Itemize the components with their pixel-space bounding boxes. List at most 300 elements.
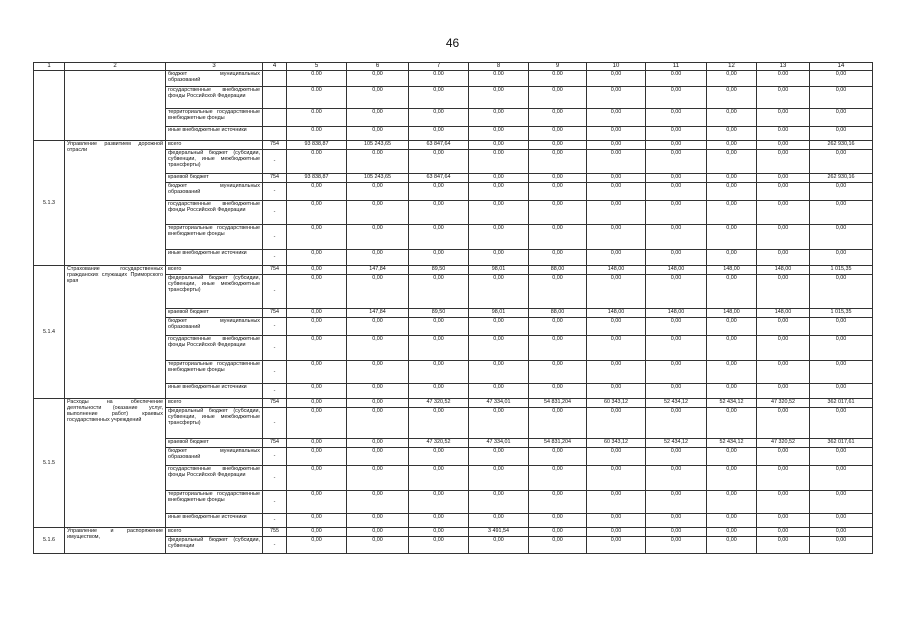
amount-cell: 0,00 (287, 399, 347, 408)
amount-cell: 0,00 (707, 225, 757, 250)
amount-cell: 0,00 (347, 361, 409, 384)
page-number: 46 (445, 36, 460, 50)
amount-cell: 98,01 (469, 309, 529, 318)
amount-cell: 0,00 (646, 201, 707, 225)
amount-cell: 47 320,52 (409, 439, 469, 448)
amount-cell: 148,00 (757, 309, 810, 318)
amount-cell: 0.00 (469, 150, 529, 174)
amount-cell: 0,00 (529, 87, 587, 109)
amount-cell: 0,00 (757, 408, 810, 439)
amount-cell: 0,00 (469, 174, 529, 183)
amount-cell: 98,01 (469, 266, 529, 275)
amount-cell: 0,00 (646, 384, 707, 399)
amount-cell: 0,00 (707, 491, 757, 514)
amount-cell: 0,00 (646, 275, 707, 309)
item-number (34, 71, 65, 141)
amount-cell: 0.00 (347, 150, 409, 174)
amount-cell: 0,00 (469, 141, 529, 150)
amount-cell: 88,00 (529, 309, 587, 318)
amount-cell: 0,00 (287, 439, 347, 448)
header-cell: 12 (707, 63, 757, 71)
amount-cell: 0,00 (707, 384, 757, 399)
funding-source: краевой бюджет (166, 174, 263, 183)
amount-cell: 0,00 (469, 448, 529, 466)
amount-cell: 60 343,12 (587, 439, 646, 448)
amount-cell: 0,00 (529, 408, 587, 439)
amount-cell: 0,00 (707, 336, 757, 361)
amount-cell: 0,00 (757, 275, 810, 309)
amount-cell: 0,00 (587, 514, 646, 528)
amount-cell: 0,00 (757, 225, 810, 250)
amount-cell: 0,00 (707, 71, 757, 87)
amount-cell: 0,00 (587, 361, 646, 384)
amount-cell: 0,00 (587, 87, 646, 109)
amount-cell: 0,00 (347, 201, 409, 225)
amount-cell: 0,00 (409, 384, 469, 399)
amount-cell: 0,00 (469, 514, 529, 528)
amount-cell: 0,00 (810, 150, 873, 174)
amount-cell: 0,00 (587, 466, 646, 491)
amount-cell: 88,00 (529, 266, 587, 275)
amount-cell: 0,00 (810, 514, 873, 528)
amount-cell: 0,00 (707, 514, 757, 528)
amount-cell: 0.00 (587, 150, 646, 174)
amount-cell: 0,00 (646, 408, 707, 439)
amount-cell: 47 320,52 (757, 399, 810, 408)
item-name: Управление развитием дорожной отрасли (65, 141, 166, 266)
grbs-code: - (263, 384, 287, 399)
amount-cell: 0,00 (347, 439, 409, 448)
amount-cell: 0,00 (757, 466, 810, 491)
amount-cell: 0,00 (347, 318, 409, 336)
table-row (34, 71, 873, 87)
amount-cell: 0,00 (646, 127, 707, 141)
amount-cell: 89,50 (409, 309, 469, 318)
amount-cell: 0,00 (287, 266, 347, 275)
amount-cell: 0,00 (646, 514, 707, 528)
amount-cell: 0,00 (347, 250, 409, 266)
amount-cell: 0,00 (757, 384, 810, 399)
amount-cell: 52 434,12 (707, 439, 757, 448)
amount-cell: 0,00 (347, 514, 409, 528)
amount-cell: 0,00 (646, 491, 707, 514)
amount-cell: 0,00 (347, 225, 409, 250)
amount-cell: 0,00 (810, 275, 873, 309)
funding-source: всего (166, 399, 263, 408)
amount-cell: 0,00 (469, 109, 529, 127)
amount-cell: 0,00 (347, 399, 409, 408)
amount-cell: 0,00 (287, 537, 347, 554)
funding-source: бюджет муниципальных образований (166, 318, 263, 336)
amount-cell: 1 015,35 (810, 266, 873, 275)
grbs-code: 755 (263, 528, 287, 537)
funding-source: бюджет муниципальных образований (166, 448, 263, 466)
funding-source: иные внебюджетные источники (166, 127, 263, 141)
amount-cell: 0,00 (529, 127, 587, 141)
amount-cell: 0.00 (287, 87, 347, 109)
amount-cell: 0,00 (409, 448, 469, 466)
amount-cell: 0,00 (810, 250, 873, 266)
amount-cell: 0,00 (587, 201, 646, 225)
funding-source: территориальные государственные внебюджетные фонды (166, 491, 263, 514)
amount-cell: 0,00 (469, 336, 529, 361)
amount-cell: 0,00 (529, 183, 587, 201)
amount-cell: 0,00 (707, 537, 757, 554)
amount-cell: 0,00 (469, 225, 529, 250)
funding-source: территориальные государственные внебюджетные фонды (166, 225, 263, 250)
grbs-code: - (263, 537, 287, 554)
amount-cell: 0,00 (757, 250, 810, 266)
amount-cell: 0,00 (646, 109, 707, 127)
header-cell: 1 (34, 63, 65, 71)
amount-cell: 0,00 (646, 448, 707, 466)
amount-cell: 0,00 (409, 201, 469, 225)
amount-cell: 0,00 (757, 318, 810, 336)
grbs-code: - (263, 408, 287, 439)
amount-cell: 0,00 (646, 141, 707, 150)
amount-cell: 362 017,61 (810, 439, 873, 448)
funding-source: территориальные государственные внебюджетные фонды (166, 361, 263, 384)
budget-table (33, 62, 873, 554)
amount-cell: 0,00 (757, 87, 810, 109)
amount-cell: 0,00 (347, 537, 409, 554)
amount-cell: 0,00 (587, 141, 646, 150)
amount-cell: 0,00 (757, 174, 810, 183)
amount-cell: 0,00 (347, 71, 409, 87)
amount-cell: 3 491,54 (469, 528, 529, 537)
amount-cell: 0,00 (347, 408, 409, 439)
grbs-code: - (263, 225, 287, 250)
amount-cell: 0,00 (409, 336, 469, 361)
amount-cell: 0,00 (757, 491, 810, 514)
amount-cell: 0,00 (757, 528, 810, 537)
amount-cell: 0,00 (409, 109, 469, 127)
grbs-code: 754 (263, 141, 287, 150)
amount-cell: 0,00 (529, 537, 587, 554)
amount-cell: 0,00 (810, 183, 873, 201)
amount-cell: 93 838,87 (287, 141, 347, 150)
amount-cell: 0,00 (409, 528, 469, 537)
funding-source: государственные внебюджетные фонды Российской Федерации (166, 336, 263, 361)
amount-cell: 0,00 (757, 361, 810, 384)
amount-cell: 148,00 (646, 309, 707, 318)
amount-cell: 0,00 (287, 250, 347, 266)
amount-cell: 148,00 (587, 309, 646, 318)
amount-cell: 0.00 (287, 150, 347, 174)
amount-cell: 148,00 (757, 266, 810, 275)
grbs-code: 754 (263, 309, 287, 318)
amount-cell: 0,00 (646, 225, 707, 250)
amount-cell: 1 015,35 (810, 309, 873, 318)
amount-cell: 148,00 (707, 309, 757, 318)
amount-cell: 0,00 (587, 225, 646, 250)
amount-cell: 0,00 (646, 183, 707, 201)
funding-source: всего (166, 141, 263, 150)
amount-cell: 0,00 (707, 466, 757, 491)
amount-cell: 0,00 (810, 127, 873, 141)
amount-cell: 0,00 (757, 183, 810, 201)
amount-cell: 0,00 (587, 109, 646, 127)
amount-cell: 60 343,12 (587, 399, 646, 408)
amount-cell: 0,00 (347, 275, 409, 309)
amount-cell: 0,00 (707, 150, 757, 174)
amount-cell: 0,00 (469, 491, 529, 514)
amount-cell: 0,00 (529, 250, 587, 266)
amount-cell: 0,00 (587, 491, 646, 514)
amount-cell: 147,84 (347, 266, 409, 275)
funding-source: всего (166, 266, 263, 275)
amount-cell: 0,00 (469, 318, 529, 336)
amount-cell: 0,00 (646, 528, 707, 537)
amount-cell: 0.00 (287, 127, 347, 141)
amount-cell: 0,00 (409, 491, 469, 514)
funding-source: федеральный бюджет (субсидии, субвенции, иные межбюджетные трансферты) (166, 150, 263, 174)
amount-cell: 0,00 (409, 408, 469, 439)
grbs-code: - (263, 250, 287, 266)
amount-cell: 0,00 (587, 275, 646, 309)
amount-cell: 0.00 (757, 127, 810, 141)
amount-cell: 47 334,01 (469, 439, 529, 448)
amount-cell: 47 320,52 (409, 399, 469, 408)
amount-cell: 0,00 (646, 537, 707, 554)
amount-cell: 0,00 (810, 361, 873, 384)
amount-cell: 0,00 (810, 491, 873, 514)
header-cell: 13 (757, 63, 810, 71)
amount-cell: 262 930,16 (810, 174, 873, 183)
grbs-code: - (263, 466, 287, 491)
item-number: 5.1.4 (34, 266, 65, 399)
amount-cell: 0,00 (529, 528, 587, 537)
amount-cell: 0,00 (757, 514, 810, 528)
grbs-code: - (263, 150, 287, 174)
amount-cell: 0,00 (469, 127, 529, 141)
amount-cell: 0,00 (757, 141, 810, 150)
amount-cell: 0,00 (469, 275, 529, 309)
funding-source: территориальные государственные внебюджетные фонды (166, 109, 263, 127)
funding-source: бюджет муниципальных образований (166, 183, 263, 201)
amount-cell: 0,00 (707, 250, 757, 266)
amount-cell: 0,00 (347, 87, 409, 109)
amount-cell: 0,00 (707, 174, 757, 183)
amount-cell: 0,00 (409, 225, 469, 250)
amount-cell: 89,50 (409, 266, 469, 275)
grbs-code: - (263, 361, 287, 384)
table-row (34, 266, 873, 275)
funding-source: всего (166, 528, 263, 537)
header-row (34, 63, 873, 71)
amount-cell: 0,00 (529, 201, 587, 225)
amount-cell: 0,00 (646, 250, 707, 266)
amount-cell: 93 838,87 (287, 174, 347, 183)
amount-cell: 0,00 (757, 109, 810, 127)
amount-cell: 0,00 (529, 141, 587, 150)
grbs-code: 754 (263, 174, 287, 183)
grbs-code: - (263, 201, 287, 225)
header-cell: 2 (65, 63, 166, 71)
amount-cell: 0,00 (529, 109, 587, 127)
amount-cell: 0,00 (469, 466, 529, 491)
amount-cell: 52 434,12 (707, 399, 757, 408)
amount-cell: 0,00 (810, 528, 873, 537)
amount-cell: 0,00 (810, 318, 873, 336)
amount-cell: 0,00 (409, 275, 469, 309)
amount-cell: 0,00 (587, 384, 646, 399)
amount-cell: 0.00 (529, 71, 587, 87)
amount-cell: 0,00 (287, 318, 347, 336)
amount-cell: 0,00 (529, 514, 587, 528)
amount-cell: 0,00 (409, 537, 469, 554)
item-number: 5.1.6 (34, 528, 65, 554)
amount-cell: 0,00 (587, 127, 646, 141)
amount-cell: 148,00 (587, 266, 646, 275)
amount-cell: 0,00 (707, 141, 757, 150)
amount-cell: 0,00 (347, 466, 409, 491)
amount-cell: 0,00 (347, 491, 409, 514)
item-name: Расходы на обеспечение деятельности (оказание услуг, выполнение работ) краевых государственных учреждений (65, 399, 166, 528)
amount-cell: 0,00 (707, 528, 757, 537)
amount-cell: 0,00 (646, 336, 707, 361)
amount-cell: 0,00 (347, 127, 409, 141)
amount-cell: 0,00 (646, 174, 707, 183)
item-name: Управление и распоряжение имуществом, (65, 528, 166, 554)
amount-cell: 47 320,52 (757, 439, 810, 448)
amount-cell: 0,00 (587, 183, 646, 201)
amount-cell: 0,00 (587, 537, 646, 554)
item-name (65, 71, 166, 141)
amount-cell: 0,00 (810, 225, 873, 250)
amount-cell: 0,00 (287, 225, 347, 250)
amount-cell: 0,00 (469, 361, 529, 384)
grbs-code: - (263, 318, 287, 336)
amount-cell: 0,00 (469, 183, 529, 201)
amount-cell: 0,00 (287, 466, 347, 491)
amount-cell: 0,00 (409, 127, 469, 141)
grbs-code: 754 (263, 399, 287, 408)
amount-cell: 0,00 (707, 201, 757, 225)
header-cell: 3 (166, 63, 263, 71)
amount-cell: 0,00 (287, 528, 347, 537)
grbs-code: - (263, 336, 287, 361)
amount-cell: 0.00 (287, 71, 347, 87)
funding-source: иные внебюджетные источники (166, 514, 263, 528)
amount-cell: 52 434,12 (646, 399, 707, 408)
funding-source: государственные внебюджетные фонды Российской Федерации (166, 87, 263, 109)
amount-cell: 0,00 (347, 183, 409, 201)
table-row (34, 528, 873, 537)
amount-cell: 0,00 (646, 361, 707, 384)
amount-cell: 0,00 (287, 309, 347, 318)
grbs-code: 754 (263, 266, 287, 275)
amount-cell: 0,00 (409, 318, 469, 336)
funding-source: федеральный бюджет (субсидии, субвенции, иные межбюджетные трансферты) (166, 408, 263, 439)
header-cell: 6 (347, 63, 409, 71)
amount-cell: 0,00 (587, 174, 646, 183)
amount-cell: 0,00 (810, 384, 873, 399)
amount-cell: 148,00 (707, 266, 757, 275)
amount-cell: 0,00 (529, 150, 587, 174)
item-name: Страхование государственных гражданских служащих Приморского края (65, 266, 166, 399)
amount-cell: 0,00 (757, 201, 810, 225)
amount-cell: 0,00 (646, 318, 707, 336)
amount-cell: 0,00 (707, 127, 757, 141)
amount-cell: 0,00 (810, 109, 873, 127)
amount-cell: 0,00 (587, 336, 646, 361)
table-row (34, 399, 873, 408)
amount-cell: 0,00 (646, 150, 707, 174)
funding-source: федеральный бюджет (субсидии, субвенции, иные межбюджетные трансферты) (166, 275, 263, 309)
item-number: 5.1.3 (34, 141, 65, 266)
amount-cell: 0,00 (409, 87, 469, 109)
amount-cell: 0,00 (287, 491, 347, 514)
amount-cell: 0,00 (707, 408, 757, 439)
amount-cell: 0,00 (810, 87, 873, 109)
amount-cell: 0,00 (529, 336, 587, 361)
grbs-code (263, 71, 287, 87)
funding-source: иные внебюджетные источники (166, 384, 263, 399)
header-cell: 11 (646, 63, 707, 71)
amount-cell: 0,00 (469, 201, 529, 225)
grbs-code: - (263, 275, 287, 309)
amount-cell: 0.00 (757, 71, 810, 87)
amount-cell: 0,00 (707, 183, 757, 201)
amount-cell: 0,00 (469, 384, 529, 399)
header-cell: 8 (469, 63, 529, 71)
amount-cell: 0,00 (707, 318, 757, 336)
funding-source: государственные внебюджетные фонды Российской Федерации (166, 466, 263, 491)
amount-cell: 0,00 (810, 408, 873, 439)
amount-cell: 0,00 (529, 275, 587, 309)
amount-cell: 0,00 (810, 71, 873, 87)
amount-cell: 0,00 (287, 408, 347, 439)
amount-cell: 0,00 (587, 448, 646, 466)
amount-cell: 0,00 (587, 408, 646, 439)
amount-cell: 0,00 (287, 514, 347, 528)
amount-cell: 0,00 (469, 408, 529, 439)
amount-cell: 105 243,65 (347, 174, 409, 183)
amount-cell: 0,00 (409, 466, 469, 491)
amount-cell: 0,00 (347, 528, 409, 537)
header-cell: 4 (263, 63, 287, 71)
grbs-code: - (263, 491, 287, 514)
amount-cell: 105 243,65 (347, 141, 409, 150)
header-cell: 7 (409, 63, 469, 71)
amount-cell: 0,00 (409, 514, 469, 528)
grbs-code: - (263, 448, 287, 466)
amount-cell: 0,00 (287, 183, 347, 201)
amount-cell: 0,00 (287, 275, 347, 309)
amount-cell: 0,00 (707, 448, 757, 466)
amount-cell: 0,00 (287, 361, 347, 384)
amount-cell: 0,00 (469, 537, 529, 554)
amount-cell: 0,00 (347, 384, 409, 399)
funding-source: федеральный бюджет (субсидии, субвенции (166, 537, 263, 554)
amount-cell: 0,00 (810, 201, 873, 225)
header-cell: 14 (810, 63, 873, 71)
grbs-code: - (263, 514, 287, 528)
amount-cell: 0,00 (757, 150, 810, 174)
grbs-code (263, 127, 287, 141)
item-number: 5.1.5 (34, 399, 65, 528)
amount-cell: 0.00 (409, 71, 469, 87)
amount-cell: 0,00 (587, 250, 646, 266)
amount-cell: 0,00 (529, 448, 587, 466)
amount-cell: 52 434,12 (646, 439, 707, 448)
header-cell: 10 (587, 63, 646, 71)
amount-cell: 0,00 (529, 491, 587, 514)
grbs-code: 754 (263, 439, 287, 448)
amount-cell: 362 017,61 (810, 399, 873, 408)
amount-cell: 0.00 (287, 109, 347, 127)
